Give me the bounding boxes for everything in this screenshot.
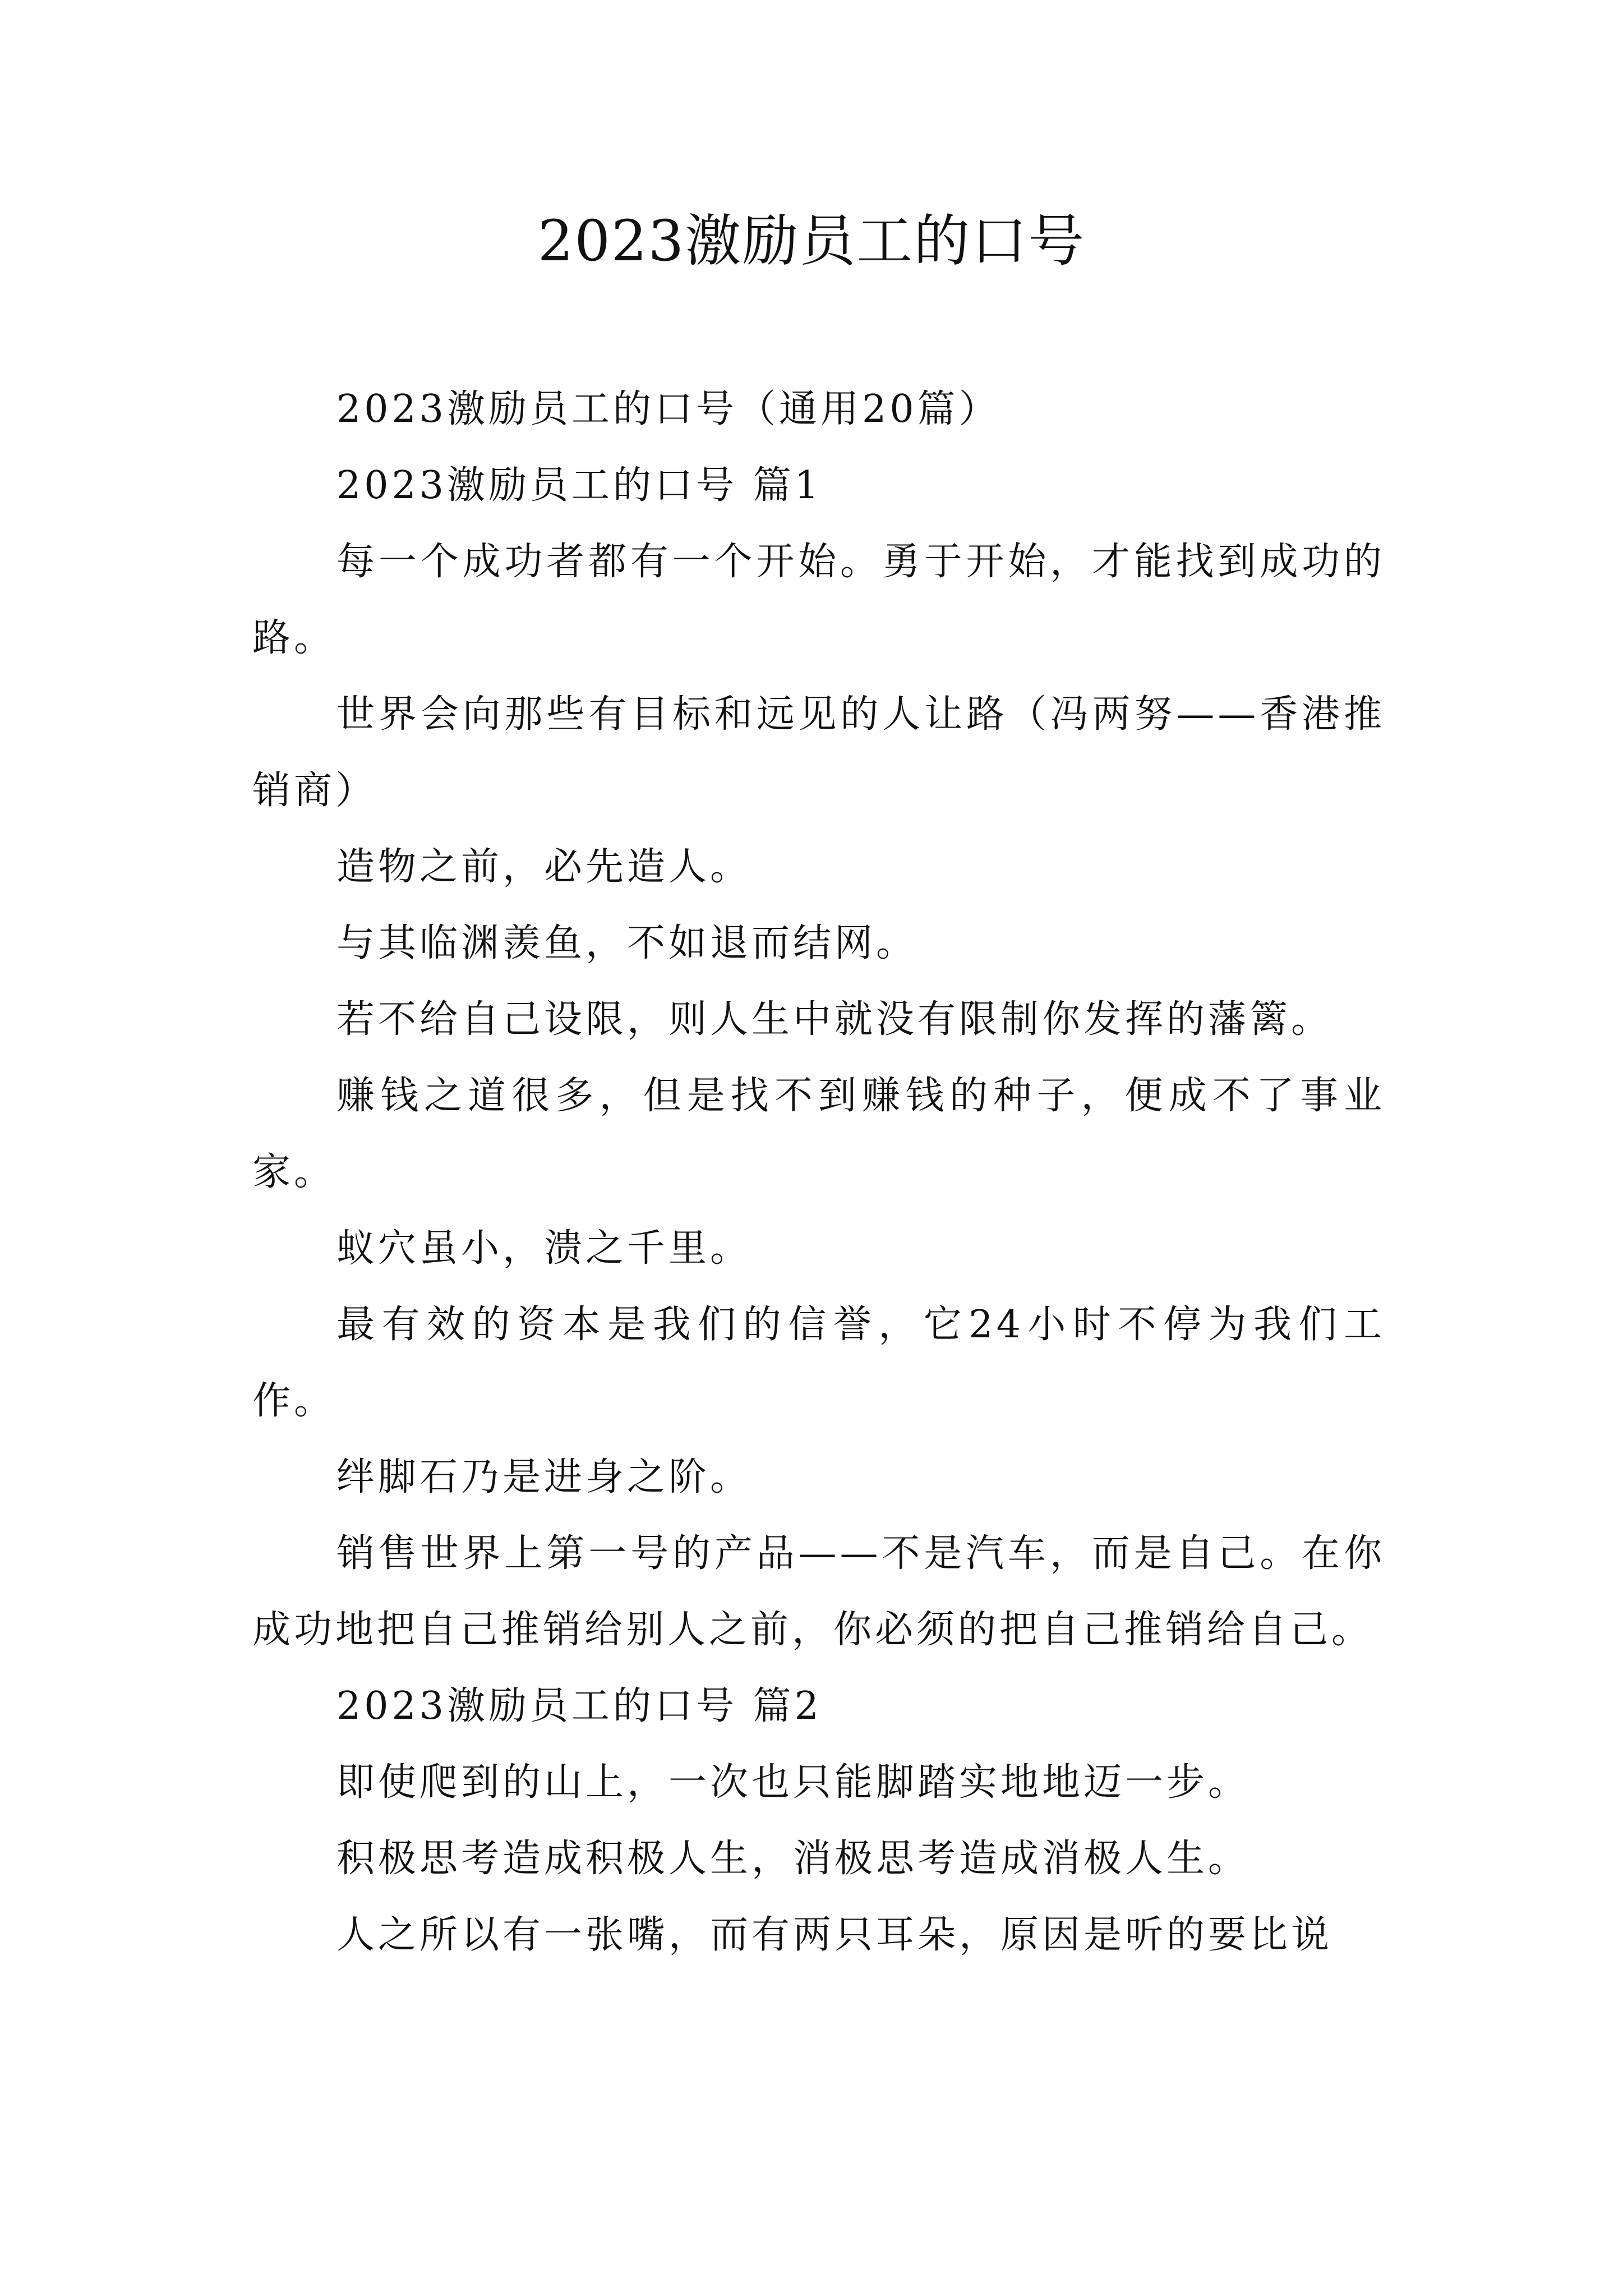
section-heading-1: 2023激励员工的口号 篇1 xyxy=(336,463,822,508)
paragraph: 人之所以有一张嘴，而有两只耳朵，原因是听的要比说 xyxy=(336,1913,1333,1957)
paragraph: 赚钱之道很多，但是找不到赚钱的种子，便成不了事业家。 xyxy=(252,1074,1385,1194)
paragraph: 销售世界上第一号的产品——不是汽车，而是自己。在你成功地把自己推销给别人之前，你必须的把自己推销给自己。 xyxy=(252,1531,1385,1652)
paragraph: 若不给自己设限，则人生中就没有限制你发挥的藩篱。 xyxy=(336,997,1333,1042)
subtitle: 2023激励员工的口号（通用20篇） xyxy=(336,387,1000,431)
section-heading-2: 2023激励员工的口号 篇2 xyxy=(336,1684,822,1728)
paragraph: 每一个成功者都有一个开始。勇于开始，才能找到成功的路。 xyxy=(252,540,1385,660)
paragraph: 积极思考造成积极人生，消极思考造成消极人生。 xyxy=(336,1837,1250,1881)
paragraph: 蚁穴虽小，溃之千里。 xyxy=(336,1226,752,1271)
document-body xyxy=(252,371,1385,1973)
paragraph: 即使爬到的山上，一次也只能脚踏实地地迈一步。 xyxy=(336,1760,1250,1805)
paragraph: 绊脚石乃是进身之阶。 xyxy=(336,1455,752,1499)
paragraph: 造物之前，必先造人。 xyxy=(336,845,752,889)
paragraph: 与其临渊羡鱼，不如退而结网。 xyxy=(336,921,918,965)
paragraph: 最有效的资本是我们的信誉，它24小时不停为我们工作。 xyxy=(252,1303,1385,1423)
document-title: 2023激励员工的口号 xyxy=(537,208,1086,274)
paragraph: 世界会向那些有目标和远见的人让路（冯两努——香港推销商） xyxy=(252,692,1385,813)
